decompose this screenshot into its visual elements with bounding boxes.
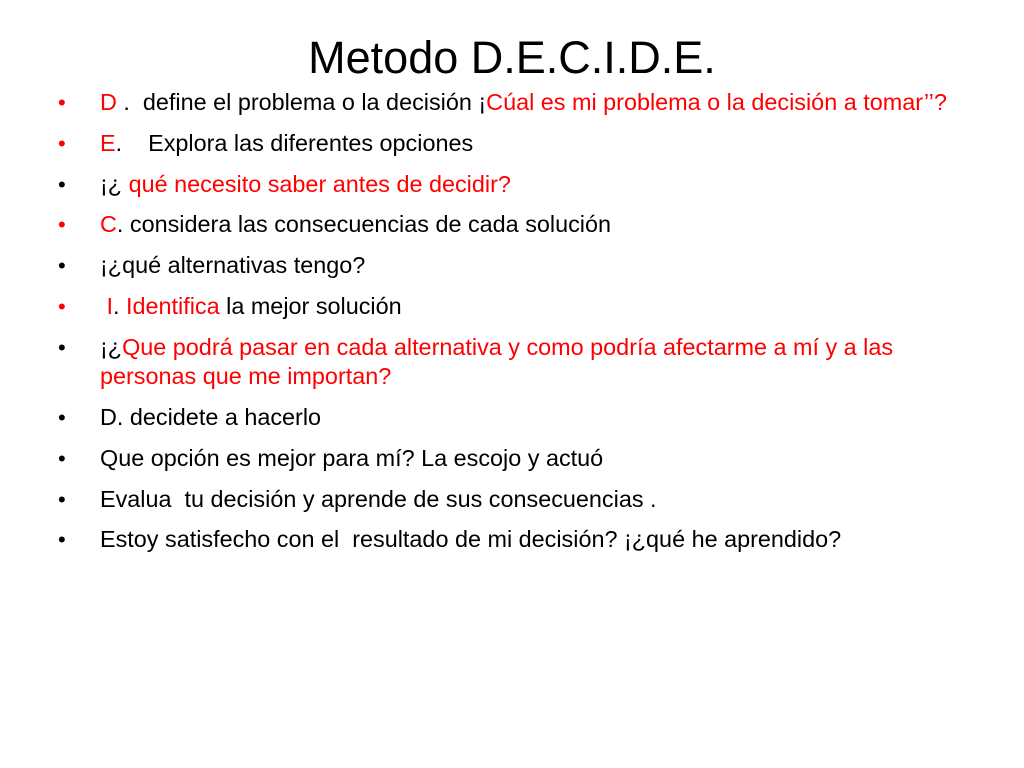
slide-title: Metodo D.E.C.I.D.E. [308, 32, 716, 83]
bullet-text-segment: D. decidete a hacerlo [100, 404, 322, 431]
bullet-text-segment: I [100, 292, 113, 319]
bullet-text-segment: qué necesito saber antes de decidir? [128, 170, 511, 197]
bullet-text-segment: Que opción es mejor para mí? La escojo y actuó [100, 444, 604, 471]
bullet-item [58, 403, 958, 433]
bullet-item [58, 88, 958, 118]
bullet-item [58, 525, 958, 555]
bullet-text-segment: la mejor solución [219, 292, 402, 319]
bullet-text-segment: ¡¿qué alternativas tengo? [100, 252, 366, 279]
bullet-text-segment: Estoy satisfecho con el resultado de mi decisión? ¡¿qué he aprendido? [100, 526, 842, 553]
bullet-item [58, 251, 958, 281]
bullet-dot-icon: • [58, 486, 66, 512]
bullet-list [58, 88, 958, 566]
bullet-text-segment: . Explora las diferentes opciones [115, 129, 474, 156]
bullet-dot-icon: • [58, 253, 66, 279]
bullet-dot-icon: • [58, 527, 66, 553]
bullet-text-segment: Evalua tu decisión y aprende de sus consecuencias . [100, 485, 657, 512]
bullet-item [58, 444, 958, 474]
bullet-item [58, 170, 958, 200]
bullet-dot-icon: • [58, 405, 66, 431]
bullet-text-segment: E [100, 129, 116, 156]
bullet-dot-icon: • [58, 90, 66, 115]
bullet-dot-icon: • [58, 130, 66, 156]
bullet-dot-icon: • [58, 212, 66, 238]
bullet-text-segment: ¡¿ [100, 333, 123, 360]
bullet-dot-icon: • [58, 334, 66, 360]
bullet-dot-icon: • [58, 445, 66, 471]
bullet-item [58, 333, 958, 392]
bullet-dot-icon: • [58, 171, 66, 197]
bullet-item [58, 210, 958, 240]
bullet-text-segment: Cúal es mi problema o la decisión a tomar’’? [486, 89, 947, 115]
bullet-text-segment: Que podrá pasar en cada alternativa y como podría afectarme a mí y a las personas que me importan? [100, 333, 900, 390]
bullet-text-segment: Identifica [126, 292, 220, 319]
bullet-item [58, 292, 958, 322]
bullet-item [58, 129, 958, 159]
bullet-text-segment: D [100, 89, 117, 115]
bullet-text-segment: C [100, 211, 117, 238]
bullet-text-segment: . considera las consecuencias de cada solución [116, 211, 612, 238]
bullet-text-segment: . define el problema o la decisión ¡ [116, 89, 487, 115]
bullet-item [58, 485, 958, 515]
bullet-text-segment: ¡¿ [100, 170, 129, 197]
bullet-dot-icon: • [58, 293, 66, 319]
bullet-text-segment: . [113, 292, 126, 319]
